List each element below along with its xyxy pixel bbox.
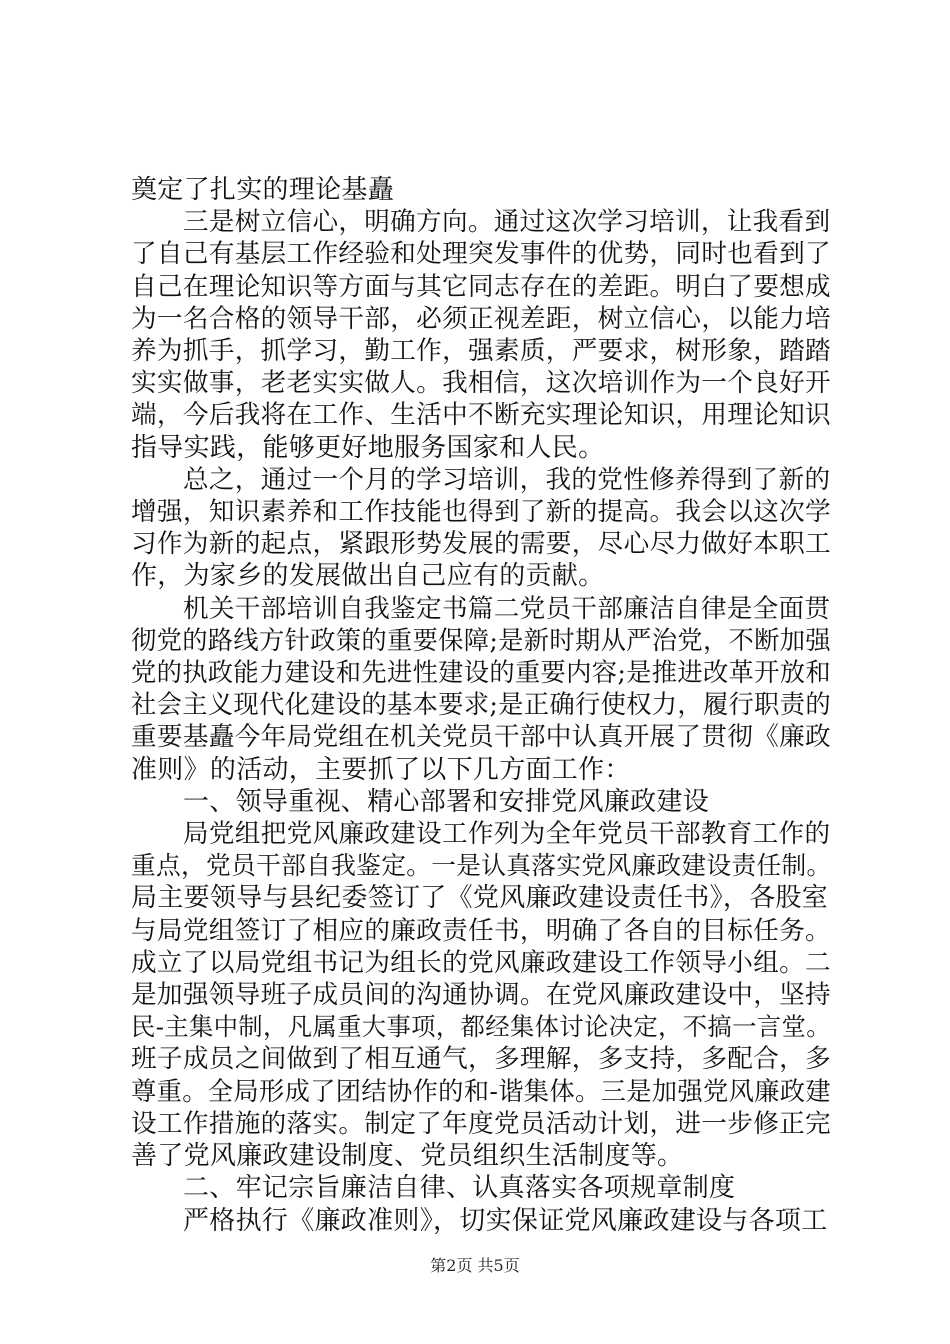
text-line: 是加强领导班子成员间的沟通协调。在党风廉政建设中，坚持: [131, 980, 831, 1011]
text-line: 三是树立信心，明确方向。通过这次学习培训，让我看到: [183, 207, 831, 238]
text-line: 端，今后我将在工作、生活中不断充实理论知识，用理论知识: [131, 400, 831, 431]
text-line: 社会主义现代化建设的基本要求;是正确行使权力，履行职责的: [131, 690, 831, 720]
text-line: 为一名合格的领导干部，必须正视差距，树立信心，以能力培: [131, 303, 831, 334]
text-line: 二、牢记宗旨廉洁自律、认真落实各项规章制度: [183, 1173, 736, 1204]
text-line: 习作为新的起点，紧跟形势发展的需要，尽心尽力做好本职工: [131, 529, 831, 560]
text-line: 局党组把党风廉政建设工作列为全年党员干部教育工作的: [183, 819, 831, 850]
text-line: 重点，党员干部自我鉴定。一是认真落实党风廉政建设责任制。: [131, 851, 832, 881]
text-line: 重要基矗今年局党组在机关党员干部中认真开展了贯彻《廉政: [131, 722, 831, 753]
text-line: 设工作措施的落实。制定了年度党员活动计划，进一步修正完: [131, 1108, 831, 1139]
text-line: 了自己有基层工作经验和处理突发事件的优势，同时也看到了: [131, 239, 831, 270]
text-line: 成立了以局党组书记为组长的党风廉政建设工作领导小组。二: [131, 947, 831, 978]
text-line: 严格执行《廉政准则》，切实保证党风廉政建设与各项工: [183, 1205, 828, 1236]
text-line: 指导实践，能够更好地服务国家和人民。: [131, 432, 605, 463]
text-line: 奠定了扎实的理论基矗: [131, 175, 395, 205]
text-line: 一、领导重视、精心部署和安排党风廉政建设: [183, 786, 710, 817]
text-line: 尊重。全局形成了团结协作的和-谐集体。三是加强党风廉政建: [131, 1076, 831, 1106]
text-line: 彻党的路线方针政策的重要保障;是新时期从严治党，不断加强: [131, 625, 831, 655]
text-line: 自己在理论知识等方面与其它同志存在的差距。明白了要想成: [131, 271, 831, 302]
document-body: [131, 174, 831, 1237]
text-line: 机关干部培训自我鉴定书篇二党员干部廉洁自律是全面贯: [183, 593, 831, 624]
text-line: 作，为家乡的发展做出自己应有的贡献。: [131, 561, 605, 592]
text-line: 实实做事，老老实实做人。我相信，这次培训作为一个良好开: [131, 368, 831, 399]
text-line: 增强，知识素养和工作技能也得到了新的提高。我会以这次学: [131, 497, 831, 528]
text-line: 党的执政能力建设和先进性建设的重要内容;是推进改革开放和: [131, 658, 831, 688]
text-line: 民-主集中制，凡属重大事项，都经集体讨论决定，不搞一言堂。: [131, 1012, 831, 1042]
text-line: 局主要领导与县纪委签订了《党风廉政建设责任书》，各股室: [131, 883, 829, 914]
text-line: 养为抓手，抓学习，勤工作，强素质，严要求，树形象，踏踏: [131, 336, 831, 367]
text-line: 准则》的活动，主要抓了以下几方面工作：: [131, 754, 631, 785]
text-line: 与局党组签订了相应的廉政责任书，明确了各自的目标任务。: [131, 915, 831, 946]
page-footer: 第2页 共5页: [430, 1256, 520, 1275]
text-line: 总之，通过一个月的学习培训，我的党性修养得到了新的: [183, 464, 831, 495]
text-line: 善了党风廉政建设制度、党员组织生活制度等。: [131, 1141, 684, 1172]
text-line: 班子成员之间做到了相互通气，多理解，多支持，多配合，多: [131, 1044, 831, 1075]
